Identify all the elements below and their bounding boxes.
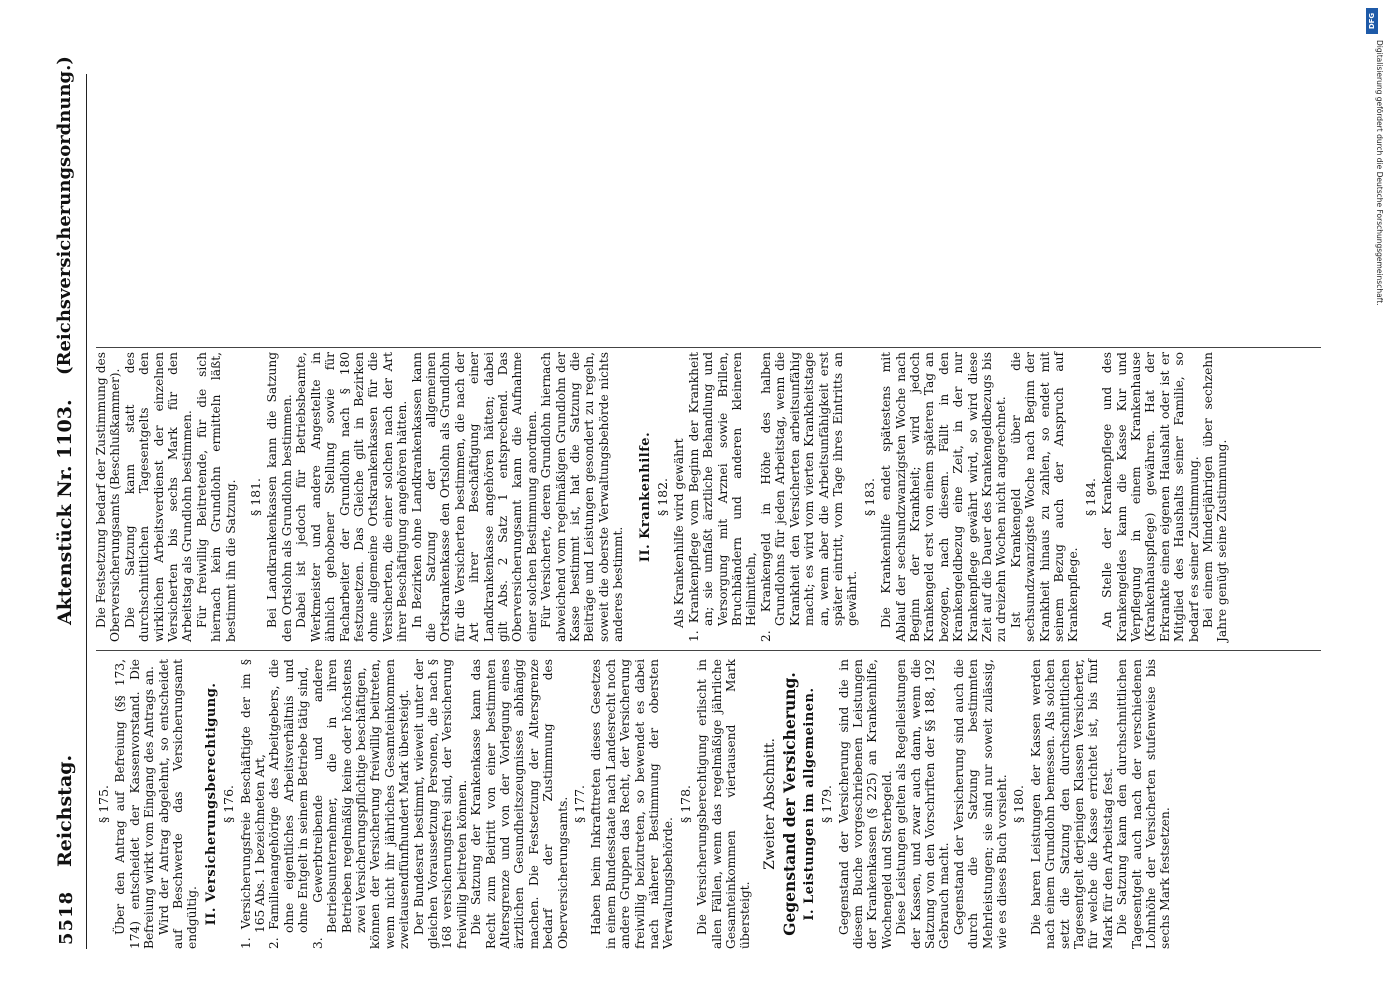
page-header (50, 56, 84, 945)
chapter-heading: Zweiter Abschnitt. (761, 738, 778, 870)
paragraph-number: § 182. (655, 477, 671, 517)
paragraph-text: Die baren Leistungen der Kassen werden nach einem Grundlohn bemessen. Als solchen setzt die Satzung den durchschnittlichen Tagesentgelt derjenigen Klassen Versicherter, für welche die Kasse errichtet ist, bis fünf Mark für den Arbeitstag fest. (1028, 659, 1115, 949)
section-heading: II. Krankenhilfe. (637, 431, 653, 563)
paragraph-text: Der Bundesrat bestimmt, wieweit unter der gleichen Voraussetzung Personen, die nach § 168 versicherungsfrei sind, der Versicherung freiwillig beitreten können. (411, 659, 469, 949)
dfg-logo-label: DFG (1368, 12, 1376, 30)
dfg-logo (1366, 8, 1378, 34)
document-number: Aktenstück Nr. 1103. (54, 399, 76, 625)
section-heading: II. Versicherungsberechtigung. (203, 682, 219, 926)
paragraph-text: Bei Landkrankenkassen kann die Satzung den Ortslohn als Grundlohn bestimmen. (265, 352, 294, 642)
paragraph-text: Gegenstand der Versicherung sind die in diesem Buche vorgeschriebenen Leistungen der Krankenkassen (§ 225) an Krankenhilfe, Wochengeld und Sterbegeld. (836, 659, 894, 949)
section-heading: I. Leistungen im allgemeinen. (801, 687, 817, 921)
paragraph-text: können der Versicherung freiwillig beitreten, wenn nicht ihr jährliches Gesamteinkommen zweitausendfünfhundert Mark übersteigt. (368, 659, 412, 949)
paragraph-text: Die Krankenhilfe endet spätestens mit Ablauf der sechsundzwanzigsten Woche nach Beginn der Krankheit; wird jedoch Krankengeld erst von einem späteren Tag an bezogen, nach diesem. Fällt in den Krankengeldbezug eine Zeit, in der nur Krankenpflege gewährt wird, so wird diese Zeit auf die Dauer des Krankengeldbezugs bis zu dreizehn Wochen nicht angerechnet. (879, 352, 1009, 642)
paragraph-text: Die Satzung der Krankenkasse kann das Recht zum Beitritt von einer bestimmten Altersgrenze und von der Vorlegung eines ärztlichen Gesundheitszeugnisses abhängig machen. Die Festsetzung der Altersgrenze bedarf der Zustimmung des Oberversicherungsamts. (469, 659, 570, 949)
list-item: 2. Krankengeld in Höhe des halben Grundlohns für jeden Arbeitstag, wenn die Krankheit den Versicherten arbeitsunfähig macht; es wird vom vierten Krankheitstage an, wenn aber die Arbeitsunfähigkeit erst später eintritt, vom Tage ihres Eintritts an gewährt. (758, 352, 860, 642)
scanned-page (50, 56, 1340, 955)
paragraph-text: Die Versicherungsberechtigung erlischt in allen Fällen, wenn das regelmäßige jährliche Gesamteinkommen viertausend Mark übersteigt. (695, 659, 753, 949)
paragraph-text: Über den Antrag auf Befreiung (§§ 173, 174) entscheidet der Kassenvorstand. Die Befreiung wirkt vom Eingang des Antrags an. (113, 659, 157, 949)
spacer (626, 352, 634, 642)
column-divider (96, 650, 1321, 651)
spacer (238, 352, 246, 642)
digitization-note: Digitalisierung gefördert durch die Deutsche Forschungsgemeinschaft. (1375, 40, 1384, 306)
paragraph-number: § 184. (1082, 477, 1098, 517)
list-item: 1. Versicherungsfreie Beschäftigte der im § 165 Abs. 1 bezeichneten Art, (238, 659, 268, 949)
column-divider (96, 347, 1321, 348)
paragraph-text: Diese Leistungen gelten als Regelleistungen der Kassen, und zwar auch dann, wenn die Satzung von den Vorschriften der §§ 188, 192 Gebrauch macht. (894, 659, 952, 949)
header-rule (86, 74, 87, 949)
paragraph-text: Die Satzung kann statt des durchschnittlichen Tagesentgelts den wirklichen Arbeitsverdienst der einzelnen Versicherten bis sechs Mark für den Arbeitstag als Grundlohn bestimmen. (122, 352, 195, 642)
paragraph-text: Die Festsetzung bedarf der Zustimmung des Oberversicherungsamts (Beschlußkammer). (94, 352, 123, 642)
paragraph-text: Bei einem Minderjährigen über sechzehn Jahre genügt seine Zustimmung. (1201, 352, 1230, 642)
paragraph-number: § 179. (819, 784, 835, 824)
list-item: 2. Familienangehörige des Arbeitgebers, die ohne eigentliches Arbeitsverhältnis und ohne Entgelt in seinem Betriebe tätig sind, (267, 659, 311, 949)
paragraph-text: Für freiwillig Beitretende, für die sich hiernach kein Grundlohn ermitteln läßt, bestimmt ihn die Satzung. (194, 352, 238, 642)
text-column-left (94, 659, 1324, 949)
paragraph-number: § 176. (221, 784, 237, 824)
law-title: (Reichsversicherungsordnung.) (54, 56, 75, 375)
page-number: 5518 (56, 890, 77, 945)
paragraph-text: An Stelle der Krankenpflege und des Krankengeldes kann die Kasse Kur und Verpflegung in einem Krankenhause (Krankenhauspflege) gewähren. Hat der Erkrankte einen eigenen Haushalt oder ist er Mitglied des Haushalts seiner Familie, so bedarf es seiner Zustimmung. (1100, 352, 1201, 642)
paragraph-text: Ist Krankengeld über die sechsundzwanzigste Woche nach Beginn der Krankheit hinaus zu zahlen, so endet mit seinem Bezug auch der Anspruch auf Krankenpflege. (1008, 352, 1081, 642)
paragraph-text: Für Versicherte, deren Grundlohn hiernach abweichend vom regelmäßigen Grundlohn der Kasse bestimmt ist, hat die Satzung die Beiträge und Leistungen gesondert zu regeln, soweit die oberste Verwaltungsbehörde nichts anderes bestimmt. (539, 352, 626, 642)
text-column-middle (94, 352, 1324, 642)
paragraph-text: Haben beim Inkrafttreten dieses Gesetzes in einem Bundesstaate nach Landesrecht noch andere Gruppen das Recht, der Versicherung freiwillig beizutreten, so bewendet es dabei nach näherer Bestimmung der obersten Verwaltungsbehörde. (589, 659, 676, 949)
paragraph-number: § 177. (572, 784, 587, 824)
paragraph-text: Als Krankenhilfe wird gewährt (672, 438, 687, 628)
parliament-name: Reichstag. (54, 754, 76, 867)
paragraph-number: § 175. (96, 784, 111, 824)
paragraph-text: Gegenstand der Versicherung sind auch die durch die Satzung bestimmten Mehrleistungen; sie sind nur soweit zulässig, wie es dieses Buch vorsieht. (951, 659, 1009, 949)
list-item: 1. Krankenpflege vom Beginn der Krankheit an; sie umfaßt ärztliche Behandlung und Versorgung mit Arznei sowie Brillen, Bruchbändern und anderen kleineren Heilmitteln, (686, 352, 759, 642)
chapter-title: Gegenstand der Versicherung. (780, 672, 800, 936)
paragraph-text: Dabei ist jedoch für Betriebsbeamte, Werkmeister und andere Angestellte in ähnlich gehobener Stellung sowie für Facharbeiter der Grundlohn nach § 180 festzusetzen. Das Gleiche gilt in Bezirken ohne allgemeine Ortskrankenkassen für die Versicherten, die einer solchen nach der Art ihrer Beschäftigung angehören hätten. (294, 352, 410, 642)
paragraph-text: Die Satzung kann den durchschnittlichen Tagesentgelt auch nach der verschiedenen Lohnhöhe der Versicherten stufenweise bis sechs Mark festsetzen. (1115, 659, 1173, 949)
paragraph-text: Wird der Antrag abgelehnt, so entscheidet auf Beschwerde das Versicherungsamt endgültig. (156, 659, 200, 949)
list-item: 3. Gewerbtreibende und andere Betriebsunternehmer, die in ihren Betrieben regelmäßig keine oder höchstens zwei Versicherungspflichtige beschäftigen, (310, 659, 368, 949)
paragraph-number: § 181. (248, 477, 264, 517)
paragraph-number: § 180. (1011, 784, 1027, 824)
paragraph-text: In Bezirken ohne Landkrankenkassen kann die Satzung der allgemeinen Ortskrankenkasse den Ortslohn als Grundlohn für die Versicherten bestimmen, die nach der Art ihrer Beschäftigung einer Landkrankenkasse angehören hätten; dabei gilt Abs. 2 Satz 1 entsprechend. Das Oberversicherungsamt kann die Aufnahme einer solchen Bestimmung anordnen. (409, 352, 539, 642)
paragraph-number: § 178. (677, 784, 693, 824)
paragraph-number: § 183. (861, 477, 877, 517)
